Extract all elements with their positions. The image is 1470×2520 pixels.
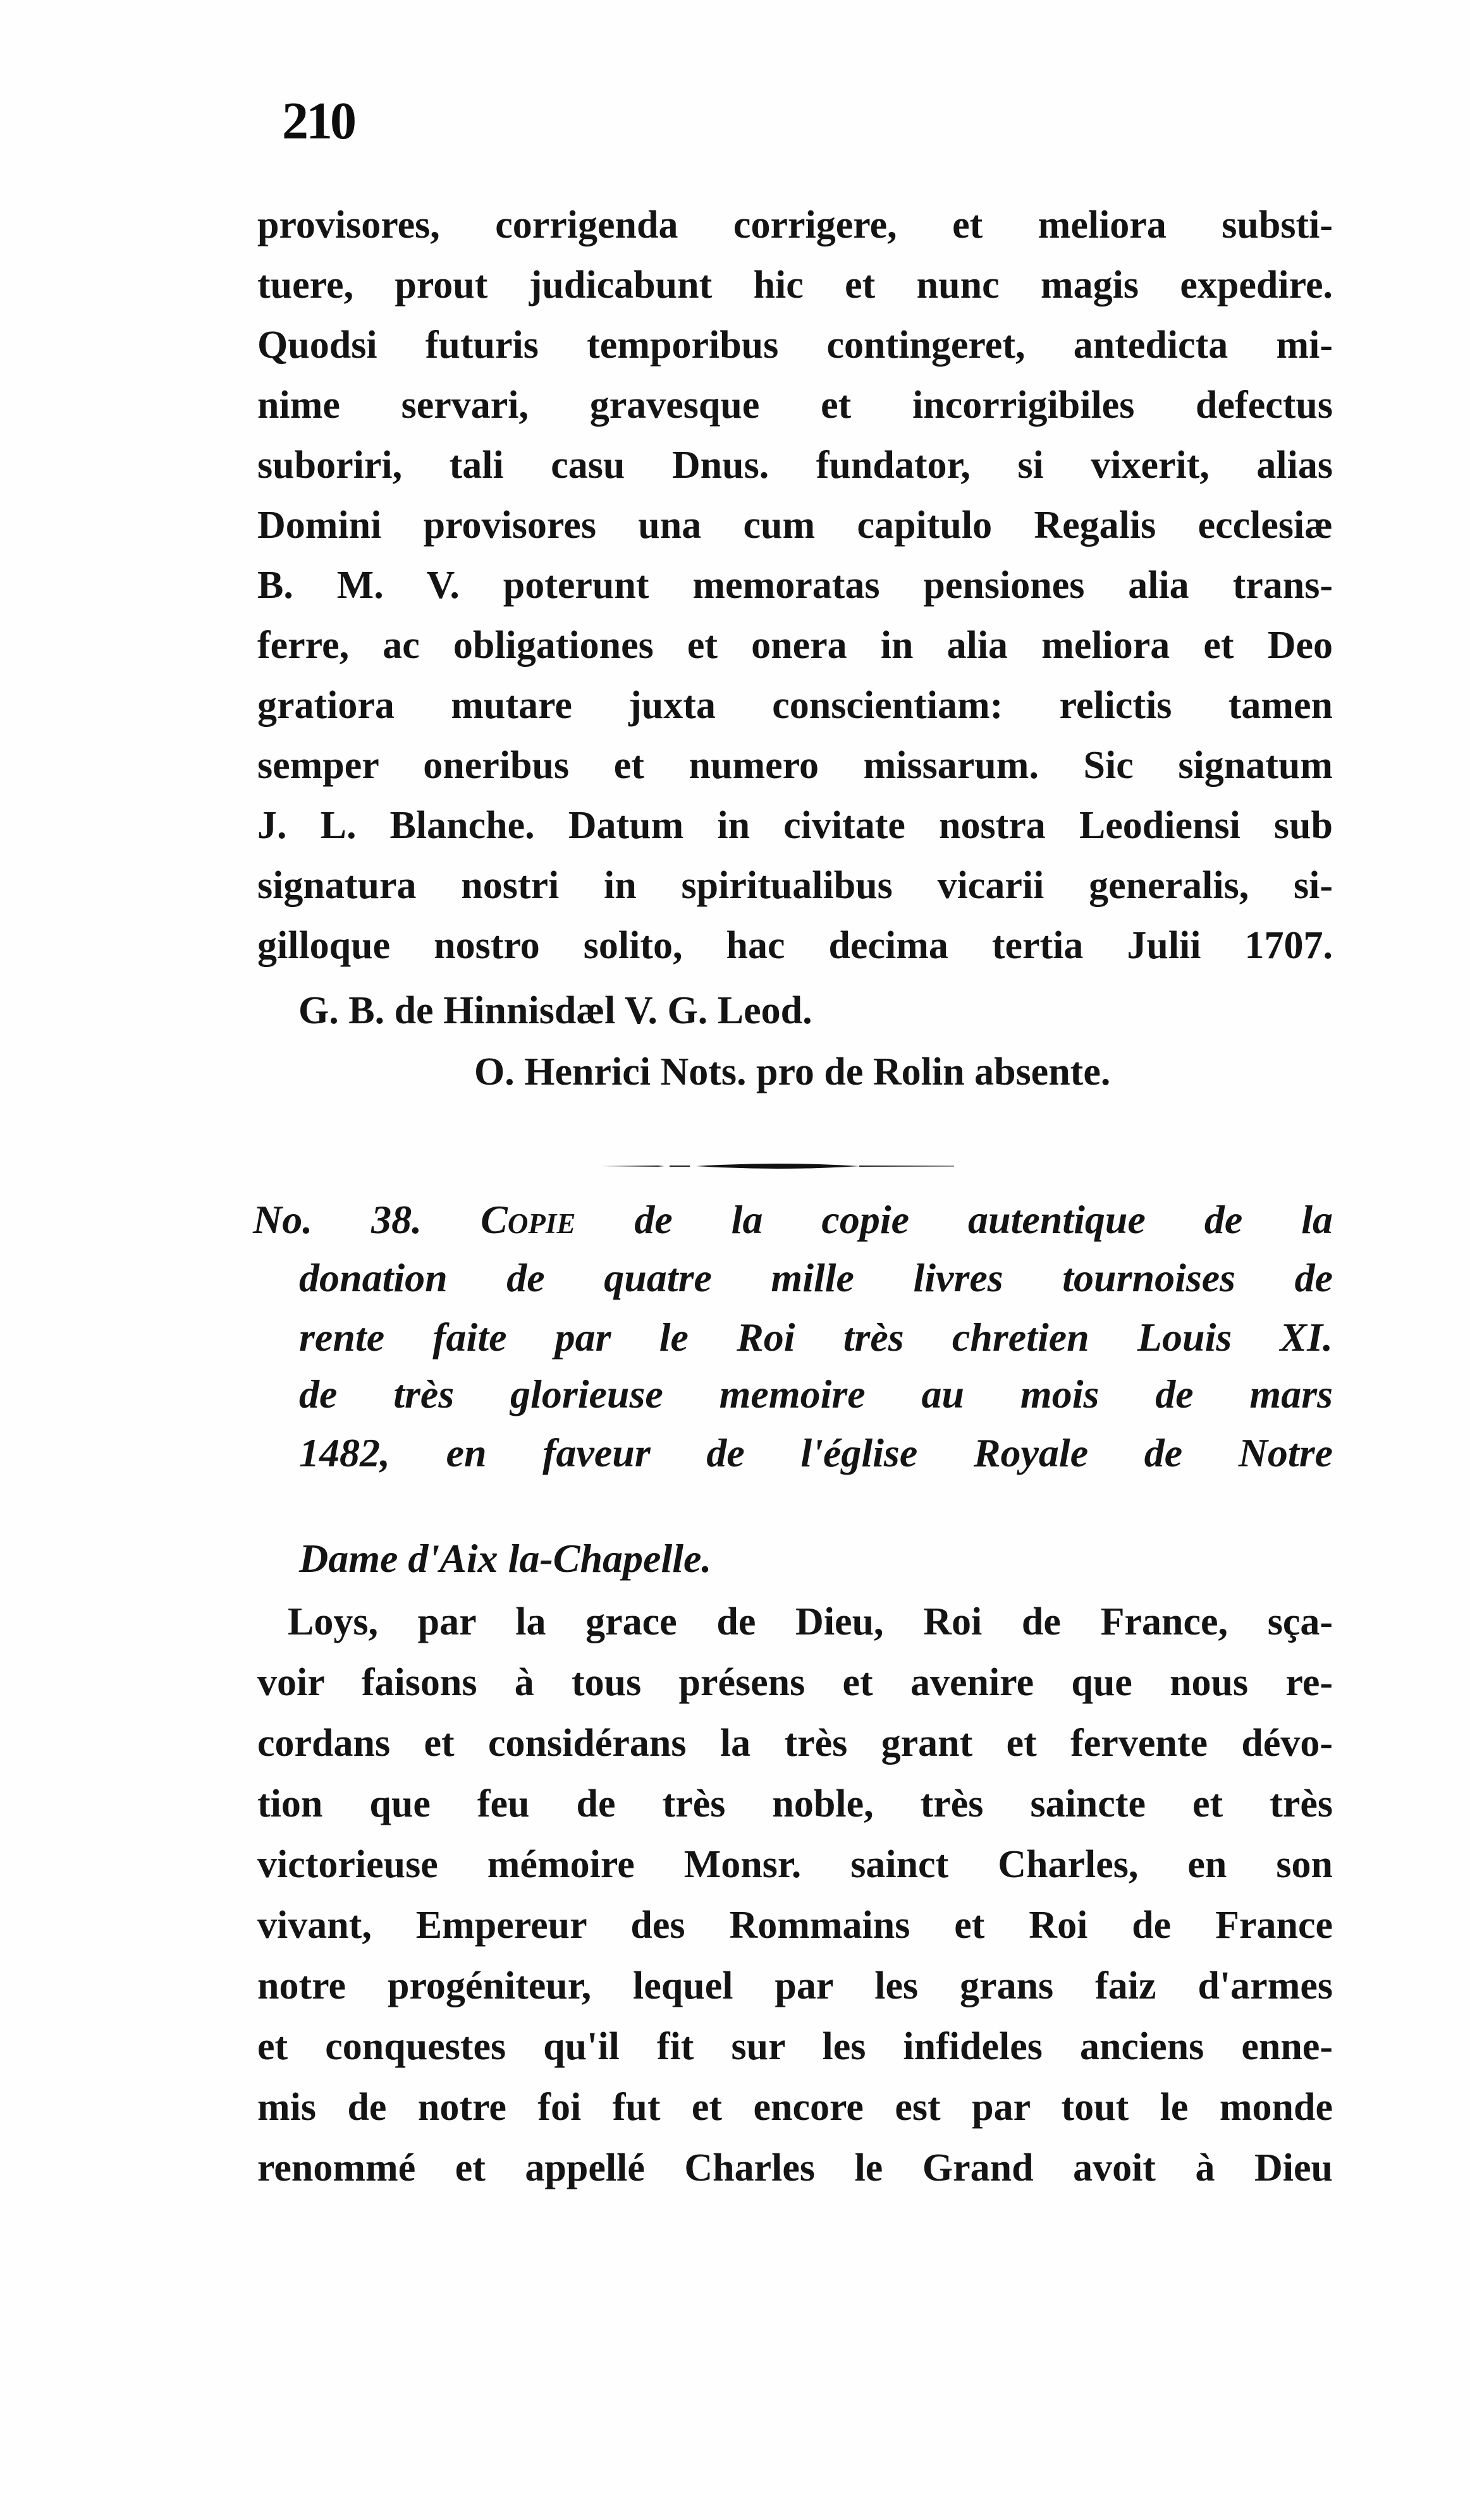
heading-line: rente faite par le Roi très chretien Louis XI. xyxy=(299,1315,1333,1360)
text-line: cordans et considérans la très grant et fervente dévo- xyxy=(257,1722,1333,1765)
text-line: tuere, prout judicabunt hic et nunc magis expedire. xyxy=(257,264,1333,307)
text-line: et conquestes qu'il fit sur les infideles anciens enne- xyxy=(257,2025,1333,2068)
ornamental-rule-icon xyxy=(601,1162,954,1171)
text-line: ferre, ac obligationes et onera in alia meliora et Deo xyxy=(257,624,1333,667)
text-line: signatura nostri in spiritualibus vicarii generalis, si- xyxy=(257,864,1333,907)
text-line: Quodsi futuris temporibus contingeret, antedicta mi- xyxy=(257,324,1333,367)
text-line: gilloque nostro solito, hac decima tertia Julii 1707. xyxy=(257,924,1333,967)
signature-line: O. Henrici Nots. pro de Rolin absente. xyxy=(474,1050,1111,1093)
text-line: renommé et appellé Charles le Grand avoit à Dieu xyxy=(257,2146,1333,2189)
text-line: vivant, Empereur des Rommains et Roi de France xyxy=(257,1904,1333,1947)
heading-title-word: Copie xyxy=(481,1197,576,1242)
section-divider xyxy=(601,1162,954,1171)
page-number: 210 xyxy=(282,92,354,150)
heading-line: de très glorieuse memoire au mois de mars xyxy=(299,1372,1333,1416)
heading-line: 1482, en faveur de l'église Royale de Notre xyxy=(299,1430,1333,1475)
text-line: victorieuse mémoire Monsr. sainct Charles, en son xyxy=(257,1843,1333,1886)
signature-line: G. B. de Hinnisdæl V. G. Leod. xyxy=(298,989,812,1032)
heading-line-first xyxy=(253,1197,1333,1242)
heading-line-last: Dame d'Aix la-Chapelle. xyxy=(299,1536,712,1581)
text-line: notre progéniteur, lequel par les grans faiz d'armes xyxy=(257,1964,1333,2007)
text-line: semper oneribus et numero missarum. Sic signatum xyxy=(257,744,1333,787)
text-line: suboriri, tali casu Dnus. fundator, si vixerit, alias xyxy=(257,444,1333,487)
text-line: Loys, par la grace de Dieu, Roi de France, sça- xyxy=(288,1600,1333,1643)
text-line: tion que feu de très noble, très saincte et très xyxy=(257,1782,1333,1825)
text-line: J. L. Blanche. Datum in civitate nostra Leodiensi sub xyxy=(257,804,1333,847)
text-line: voir faisons à tous présens et avenire que nous re- xyxy=(257,1661,1333,1704)
text-line: Domini provisores una cum capitulo Regalis ecclesiæ xyxy=(257,504,1333,547)
document-number: No. 38. xyxy=(253,1197,422,1242)
text-line: provisores, corrigenda corrigere, et meliora substi- xyxy=(257,204,1333,247)
text-line: mis de notre foi fut et encore est par tout le monde xyxy=(257,2086,1333,2129)
text-line: gratiora mutare juxta conscientiam: relictis tamen xyxy=(257,684,1333,727)
heading-line: donation de quatre mille livres tournoises de xyxy=(299,1255,1333,1300)
text-line: nime servari, gravesque et incorrigibiles defectus xyxy=(257,384,1333,427)
text-line: B. M. V. poterunt memoratas pensiones alia trans- xyxy=(257,564,1333,607)
heading-text: de la copie autentique de la xyxy=(575,1197,1333,1242)
